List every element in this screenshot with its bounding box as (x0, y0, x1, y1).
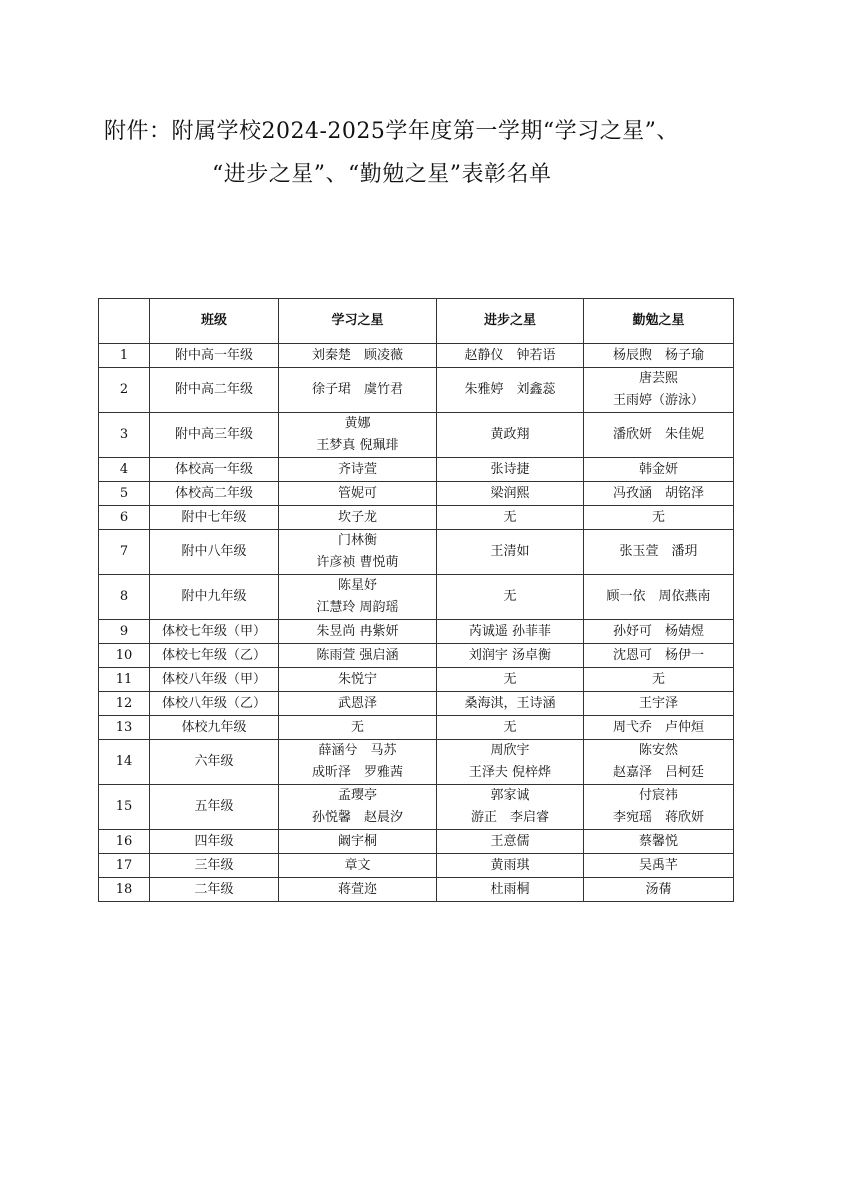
diligence-star-name: 无 (651, 509, 665, 525)
study-star-name: 许彦祯 曹悦萌 (316, 555, 399, 570)
diligence-star-cell (584, 854, 734, 878)
progress-star-cell (437, 575, 584, 620)
progress-star-name: 黄政翔 (490, 427, 530, 442)
study-star-name: 齐诗萱 (337, 461, 377, 477)
study-star-name: 门林衡 (337, 533, 377, 548)
diligence-star-name: 付宸祎 (638, 788, 678, 803)
diligence-star-name: 陈安然 (638, 743, 678, 758)
table-row (99, 620, 734, 644)
table-row (99, 740, 734, 785)
progress-star-name: 芮诚遥 孙菲菲 (468, 623, 552, 639)
diligence-star-name: 周弋乔 卢仲烜 (612, 719, 704, 735)
header-class: 班级 (150, 299, 279, 344)
progress-star-cell (437, 785, 584, 830)
diligence-star-name: 汤蒨 (645, 881, 672, 897)
class-name: 附中高三年级 (150, 413, 279, 458)
study-star-cell (279, 878, 437, 902)
header-progress-star: 进步之星 (437, 299, 584, 344)
class-name: 四年级 (150, 830, 279, 854)
study-star-cell (279, 575, 437, 620)
progress-star-name: 赵静仪 钟若语 (464, 347, 556, 363)
progress-star-cell (437, 482, 584, 506)
table-row (99, 575, 734, 620)
class-name: 体校九年级 (150, 716, 279, 740)
table-row (99, 458, 734, 482)
study-star-name: 王梦真 倪珮琲 (316, 438, 399, 453)
progress-star-cell (437, 644, 584, 668)
row-number: 8 (99, 575, 150, 620)
study-star-cell (279, 740, 437, 785)
progress-star-name: 王泽夫 倪梓烨 (468, 765, 552, 780)
study-star-name: 章文 (344, 857, 371, 873)
progress-star-name: 刘润宇 汤卓衡 (468, 647, 552, 663)
progress-star-name: 无 (503, 509, 517, 525)
study-star-cell (279, 785, 437, 830)
class-name: 附中七年级 (150, 506, 279, 530)
row-number: 18 (99, 878, 150, 902)
progress-star-name: 梁润熙 (490, 485, 530, 501)
row-number: 12 (99, 692, 150, 716)
progress-star-name: 桑海淇，王诗涵 (464, 695, 556, 711)
progress-star-name: 无 (503, 719, 517, 735)
diligence-star-name: 无 (651, 671, 665, 687)
diligence-star-cell (584, 644, 734, 668)
study-star-name: 朱昱尚 冉紫妍 (316, 623, 399, 639)
progress-star-cell (437, 716, 584, 740)
class-name: 二年级 (150, 878, 279, 902)
study-star-name: 薛涵兮 马苏 (318, 743, 397, 758)
table-header-row (99, 299, 734, 344)
progress-star-name: 黄雨琪 (490, 857, 530, 873)
table-row (99, 413, 734, 458)
table-row (99, 668, 734, 692)
study-star-name: 陈星妤 (337, 578, 377, 593)
diligence-star-cell (584, 878, 734, 902)
diligence-star-name: 李宛瑶 蒋欣妍 (612, 810, 704, 825)
diligence-star-cell (584, 785, 734, 830)
class-name: 体校高二年级 (150, 482, 279, 506)
header-diligence-star: 勤勉之星 (584, 299, 734, 344)
progress-star-cell (437, 506, 584, 530)
class-name: 体校八年级（乙） (150, 692, 279, 716)
study-star-cell (279, 716, 437, 740)
progress-star-name: 无 (503, 589, 517, 604)
study-star-name: 孟璎亭 (337, 788, 377, 803)
class-name: 五年级 (150, 785, 279, 830)
study-star-name: 刘秦楚 顾凌薇 (311, 347, 403, 363)
diligence-star-cell (584, 716, 734, 740)
study-star-cell (279, 830, 437, 854)
honor-roll-table (98, 298, 734, 902)
table-row (99, 785, 734, 830)
study-star-name: 武恩泽 (337, 695, 377, 711)
diligence-star-name: 孙妤可 杨婧煜 (612, 623, 704, 639)
diligence-star-name: 赵嘉泽 吕柯廷 (612, 765, 704, 780)
table-row (99, 644, 734, 668)
header-index (99, 299, 150, 344)
study-star-cell (279, 413, 437, 458)
study-star-cell (279, 668, 437, 692)
table-row (99, 368, 734, 413)
progress-star-cell (437, 854, 584, 878)
class-name: 体校七年级（甲） (150, 620, 279, 644)
diligence-star-name: 蔡馨悦 (638, 833, 678, 849)
row-number: 2 (99, 368, 150, 413)
row-number: 14 (99, 740, 150, 785)
diligence-star-name: 张玉萱 潘玥 (619, 544, 698, 559)
row-number: 10 (99, 644, 150, 668)
study-star-name: 陈雨萱 强启涵 (316, 647, 399, 663)
diligence-star-cell (584, 413, 734, 458)
diligence-star-cell (584, 458, 734, 482)
progress-star-cell (437, 458, 584, 482)
table-row (99, 854, 734, 878)
progress-star-name: 郭家诚 (490, 788, 530, 803)
diligence-star-name: 杨辰煦 杨子瑜 (612, 347, 704, 363)
progress-star-name: 无 (503, 671, 517, 687)
class-name: 体校高一年级 (150, 458, 279, 482)
class-name: 六年级 (150, 740, 279, 785)
class-name: 体校八年级（甲） (150, 668, 279, 692)
class-name: 附中九年级 (150, 575, 279, 620)
progress-star-cell (437, 344, 584, 368)
row-number: 11 (99, 668, 150, 692)
diligence-star-cell (584, 344, 734, 368)
study-star-name: 阚宇桐 (337, 833, 377, 849)
row-number: 7 (99, 530, 150, 575)
row-number: 9 (99, 620, 150, 644)
row-number: 6 (99, 506, 150, 530)
study-star-cell (279, 368, 437, 413)
diligence-star-name: 沈恩可 杨伊一 (612, 647, 704, 663)
diligence-star-name: 韩金妍 (638, 461, 678, 477)
progress-star-cell (437, 530, 584, 575)
progress-star-name: 朱雅婷 刘鑫蕊 (464, 382, 556, 397)
table-row (99, 716, 734, 740)
progress-star-cell (437, 620, 584, 644)
progress-star-cell (437, 830, 584, 854)
diligence-star-name: 冯孜涵 胡铭泽 (612, 485, 704, 501)
table-row (99, 482, 734, 506)
table-row (99, 530, 734, 575)
row-number: 16 (99, 830, 150, 854)
progress-star-name: 张诗捷 (490, 461, 530, 477)
study-star-name: 坎子龙 (337, 509, 377, 525)
study-star-name: 黄娜 (344, 416, 371, 431)
class-name: 附中高一年级 (150, 344, 279, 368)
row-number: 1 (99, 344, 150, 368)
diligence-star-cell (584, 740, 734, 785)
study-star-cell (279, 344, 437, 368)
progress-star-cell (437, 413, 584, 458)
study-star-name: 无 (350, 719, 364, 735)
study-star-cell (279, 854, 437, 878)
table-row (99, 878, 734, 902)
progress-star-name: 王清如 (490, 544, 530, 559)
progress-star-name: 游正 李启睿 (470, 810, 549, 825)
table-row (99, 344, 734, 368)
study-star-cell (279, 692, 437, 716)
study-star-cell (279, 482, 437, 506)
progress-star-name: 王意儒 (490, 833, 530, 849)
progress-star-name: 周欣宇 (490, 743, 530, 758)
diligence-star-cell (584, 620, 734, 644)
study-star-name: 朱悦宁 (337, 671, 377, 687)
progress-star-name: 杜雨桐 (490, 881, 530, 897)
diligence-star-name: 唐芸熙 (638, 371, 678, 386)
diligence-star-name: 潘欣妍 朱佳妮 (612, 427, 704, 442)
table-row (99, 830, 734, 854)
study-star-cell (279, 458, 437, 482)
diligence-star-cell (584, 692, 734, 716)
diligence-star-name: 王宇泽 (638, 695, 678, 711)
diligence-star-cell (584, 506, 734, 530)
class-name: 附中高二年级 (150, 368, 279, 413)
progress-star-cell (437, 368, 584, 413)
study-star-name: 孙悦馨 赵晨汐 (311, 810, 403, 825)
study-star-name: 徐子珺 虞竹君 (311, 382, 403, 397)
study-star-name: 江慧玲 周韵瑶 (316, 600, 399, 615)
progress-star-cell (437, 692, 584, 716)
row-number: 13 (99, 716, 150, 740)
progress-star-cell (437, 878, 584, 902)
study-star-cell (279, 506, 437, 530)
study-star-name: 蒋萱迩 (337, 881, 377, 897)
row-number: 3 (99, 413, 150, 458)
study-star-cell (279, 644, 437, 668)
document-title-line2: “进步之星”、“勤勉之星”表彰名单 (212, 162, 552, 187)
class-name: 三年级 (150, 854, 279, 878)
diligence-star-name: 顾一依 周依燕南 (606, 589, 711, 604)
header-study-star: 学习之星 (279, 299, 437, 344)
row-number: 15 (99, 785, 150, 830)
diligence-star-cell (584, 368, 734, 413)
diligence-star-cell (584, 575, 734, 620)
row-number: 4 (99, 458, 150, 482)
diligence-star-name: 吴禹芊 (638, 857, 678, 873)
diligence-star-cell (584, 482, 734, 506)
diligence-star-cell (584, 668, 734, 692)
document-title-line1: 附件：附属学校2024-2025学年度第一学期“学习之星”、 (104, 119, 679, 144)
table-row (99, 506, 734, 530)
study-star-cell (279, 530, 437, 575)
diligence-star-name: 王雨婷（游泳） (612, 393, 704, 408)
row-number: 17 (99, 854, 150, 878)
class-name: 体校七年级（乙） (150, 644, 279, 668)
study-star-cell (279, 620, 437, 644)
class-name: 附中八年级 (150, 530, 279, 575)
row-number: 5 (99, 482, 150, 506)
progress-star-cell (437, 740, 584, 785)
table-row (99, 692, 734, 716)
diligence-star-cell (584, 530, 734, 575)
progress-star-cell (437, 668, 584, 692)
diligence-star-cell (584, 830, 734, 854)
study-star-name: 管妮可 (337, 485, 377, 501)
study-star-name: 成昕泽 罗雅茜 (311, 765, 403, 780)
